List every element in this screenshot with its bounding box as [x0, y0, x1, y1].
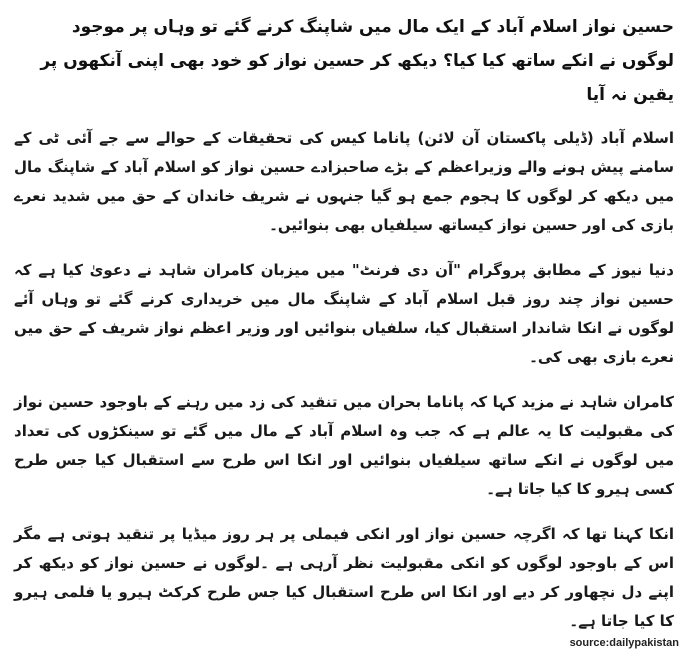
- article-paragraph-1: اسلام آباد (ڈیلی پاکستان آن لائن) پاناما کیس کی تحقیقات کے حوالے سے جے آئی ٹی کے سامنے پیش ہونے والے وزیراعظم کے بڑے صاحبزادے حسین نواز کو اسلام آباد کے شاپنگ مال میں دیکھ کر لوگوں کا ہجوم جمع ہو گیا جنہوں نے شریف خاندان کے حق میں شدید نعرے بازی کی اور حسین نواز کیساتھ سیلفیاں بھی بنوائیں۔: [14, 129, 674, 234]
- article-headline: حسین نواز اسلام آباد کے ایک مال میں شاپنگ کرنے گئے تو وہاں پر موجود لوگوں نے انکے ساتھ کیا کیا؟ دیکھ کر حسین نواز کو خود بھی اپنی آنکھوں پر یقین نہ آیا: [40, 17, 674, 105]
- article: [14, 0, 678, 652]
- article-paragraph-4: انکا کہنا تھا کہ اگرچہ حسین نواز اور انکی فیملی پر ہر روز میڈیا پر تنقید ہوتی ہے مگر اس کے باوجود لوگوں کو انکی مقبولیت نظر آرہی ہے ۔لوگوں نے حسین نواز کو دیکھ کر اپنے دل نچھاور کر دیے اور انکا اس طرح استقبال کیا جس طرح کرکٹ ہیرو یا فلمی ہیرو کا کیا جاتا ہے۔: [14, 525, 674, 630]
- source-credit: source:dailypakistan: [569, 637, 679, 649]
- article-paragraph-3: کامران شاہد نے مزید کہا کہ پاناما بحران میں تنقید کی زد میں رہنے کے باوجود حسین نواز کی مقبولیت کا یہ عالم ہے کہ جب وہ اسلام آباد کے مال میں گئے تو سینکڑوں کی تعداد میں لوگوں نے انکے ساتھ سیلفیاں بنوائیں اور انکا اس طرح سے استقبال کیا جس طرح کسی ہیرو کا کیا جاتا ہے۔: [14, 393, 674, 498]
- article-paragraph-2: دنیا نیوز کے مطابق پروگرام "آن دی فرنٹ" میں میزبان کامران شاہد نے دعویٰ کیا ہے کہ حسین نواز چند روز قبل اسلام آباد کے شاپنگ مال میں خریداری کرنے گئے تو وہاں آئے لوگوں نے انکا شاندار استقبال کیا، سلفیاں بنوائیں اور وزیر اعظم نواز شریف کے حق میں نعرے بازی بھی کی۔: [14, 261, 674, 366]
